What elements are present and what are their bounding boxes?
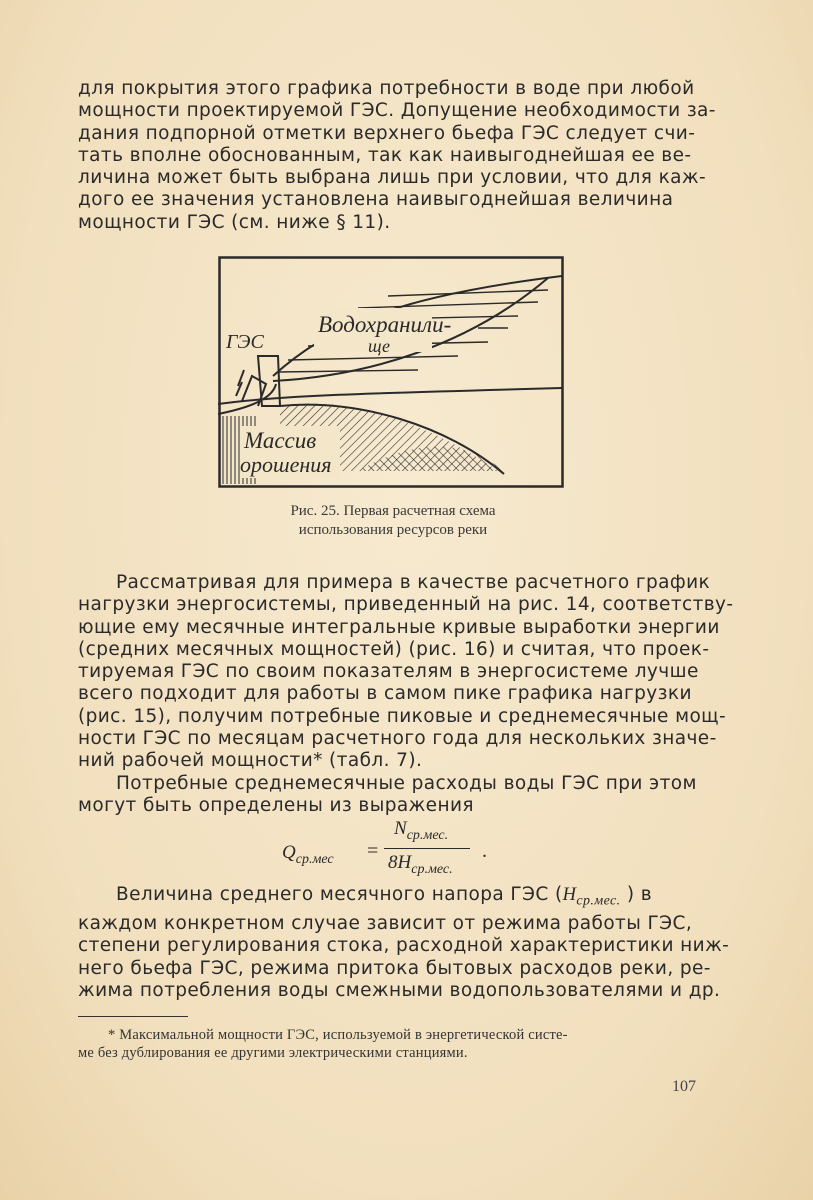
footnote: [78, 1026, 708, 1062]
text-line: ющие ему месячные интегральные кривые выработки энергии: [78, 616, 720, 638]
text-line: дого ее значения установлена наивыгоднейшая величина: [78, 189, 674, 211]
paragraph-4: [78, 884, 730, 1002]
page-number: 107: [672, 1078, 696, 1095]
caption-line: Рис. 25. Первая расчетная схема: [290, 503, 496, 519]
formula-flow-rate: [282, 818, 522, 888]
text-line: дания подпорной отметки верхнего бьефа ГЭС следует счи-: [78, 122, 696, 144]
irrigation-label-2: орошения: [240, 452, 332, 477]
footnote-divider: [78, 1016, 188, 1017]
irrigation-label-1: Массив: [244, 428, 317, 453]
text-line: для покрытия этого графика потребности в воде при любой: [78, 78, 695, 99]
text-line: него бьефа ГЭС, режима притока бытовых расходов реки, ре-: [78, 957, 711, 979]
text-line: Рассматривая для примера в качестве расчетного график: [116, 572, 711, 593]
river-scheme-drawing: [218, 256, 564, 488]
section-main: [78, 572, 734, 817]
figure-caption: [178, 502, 608, 540]
fraction-bar: [384, 848, 470, 849]
text-line: (рис. 15), получим потребные пиковые и среднемесячные мощ-: [78, 705, 727, 727]
text-line: мощности ГЭС (см. ниже § 11).: [78, 211, 391, 233]
ges-label: ГЭС: [226, 331, 264, 353]
formula-lhs: $Q_{ср.мес}$: [282, 842, 334, 867]
text-line: (средних месячных мощностей) (рис. 16) и считая, что проек-: [78, 638, 710, 660]
reservoir-label-1: Водохранили-: [318, 312, 452, 337]
text-line: нагрузки энергосистемы, приведенный на рис. 14, соответству-: [78, 594, 734, 616]
reservoir-label-2: ще: [368, 336, 391, 356]
text-line: мощности проектируемой ГЭС. Допущение необходимости за-: [78, 100, 716, 122]
caption-line: использования ресурсов реки: [298, 522, 488, 538]
text-line: всего подходит для работы в самом пике графика нагрузки: [78, 683, 692, 705]
paragraph-2: [78, 572, 734, 773]
text-line: Величина среднего месячного напора ГЭС ($H_{ср.мес.}$ ) в: [116, 884, 653, 909]
figure-25-diagram: [218, 256, 564, 488]
text-line: степени регулирования стока, расходной характеристики ниж-: [78, 935, 730, 957]
footnote-line: ме без дублирования ее другими электрическими станциями.: [78, 1045, 468, 1061]
text-line: тируемая ГЭС по своим показателям в энергосистеме лучше: [78, 661, 699, 683]
text-line: ний рабочей мощности* (табл. 7).: [78, 750, 423, 772]
formula-denominator: $8H_{ср.мес.}$: [388, 852, 453, 877]
footnote-line: * Максимальной мощности ГЭС, используемой в энергетической систе-: [108, 1027, 568, 1043]
text-line: Потребные среднемесячные расходы воды ГЭС при этом: [116, 772, 697, 794]
paragraph-1: [78, 78, 716, 234]
text-line: могут быть определены из выражения: [78, 794, 474, 816]
text-line: каждом конкретном случае зависит от режима работы ГЭС,: [78, 912, 693, 934]
formula-equals: =: [367, 840, 379, 862]
text-line: жима потребления воды смежными водопользователями и др.: [78, 979, 721, 1001]
formula-period: .: [482, 840, 487, 862]
river-bed: [218, 388, 562, 404]
text-line: тать вполне обоснованным, так как наивыгоднейшая ее ве-: [78, 144, 692, 166]
book-page: [78, 78, 734, 1095]
paragraph-3: [78, 773, 708, 818]
section-head-discussion: [78, 884, 730, 1002]
text-line: личина может быть выбрана лишь при условии, что для каж-: [78, 167, 707, 189]
formula-numerator: $N_{ср.мес.}$: [394, 818, 449, 843]
text-line: ности ГЭС по месяцам расчетного года для нескольких значе-: [78, 728, 717, 750]
